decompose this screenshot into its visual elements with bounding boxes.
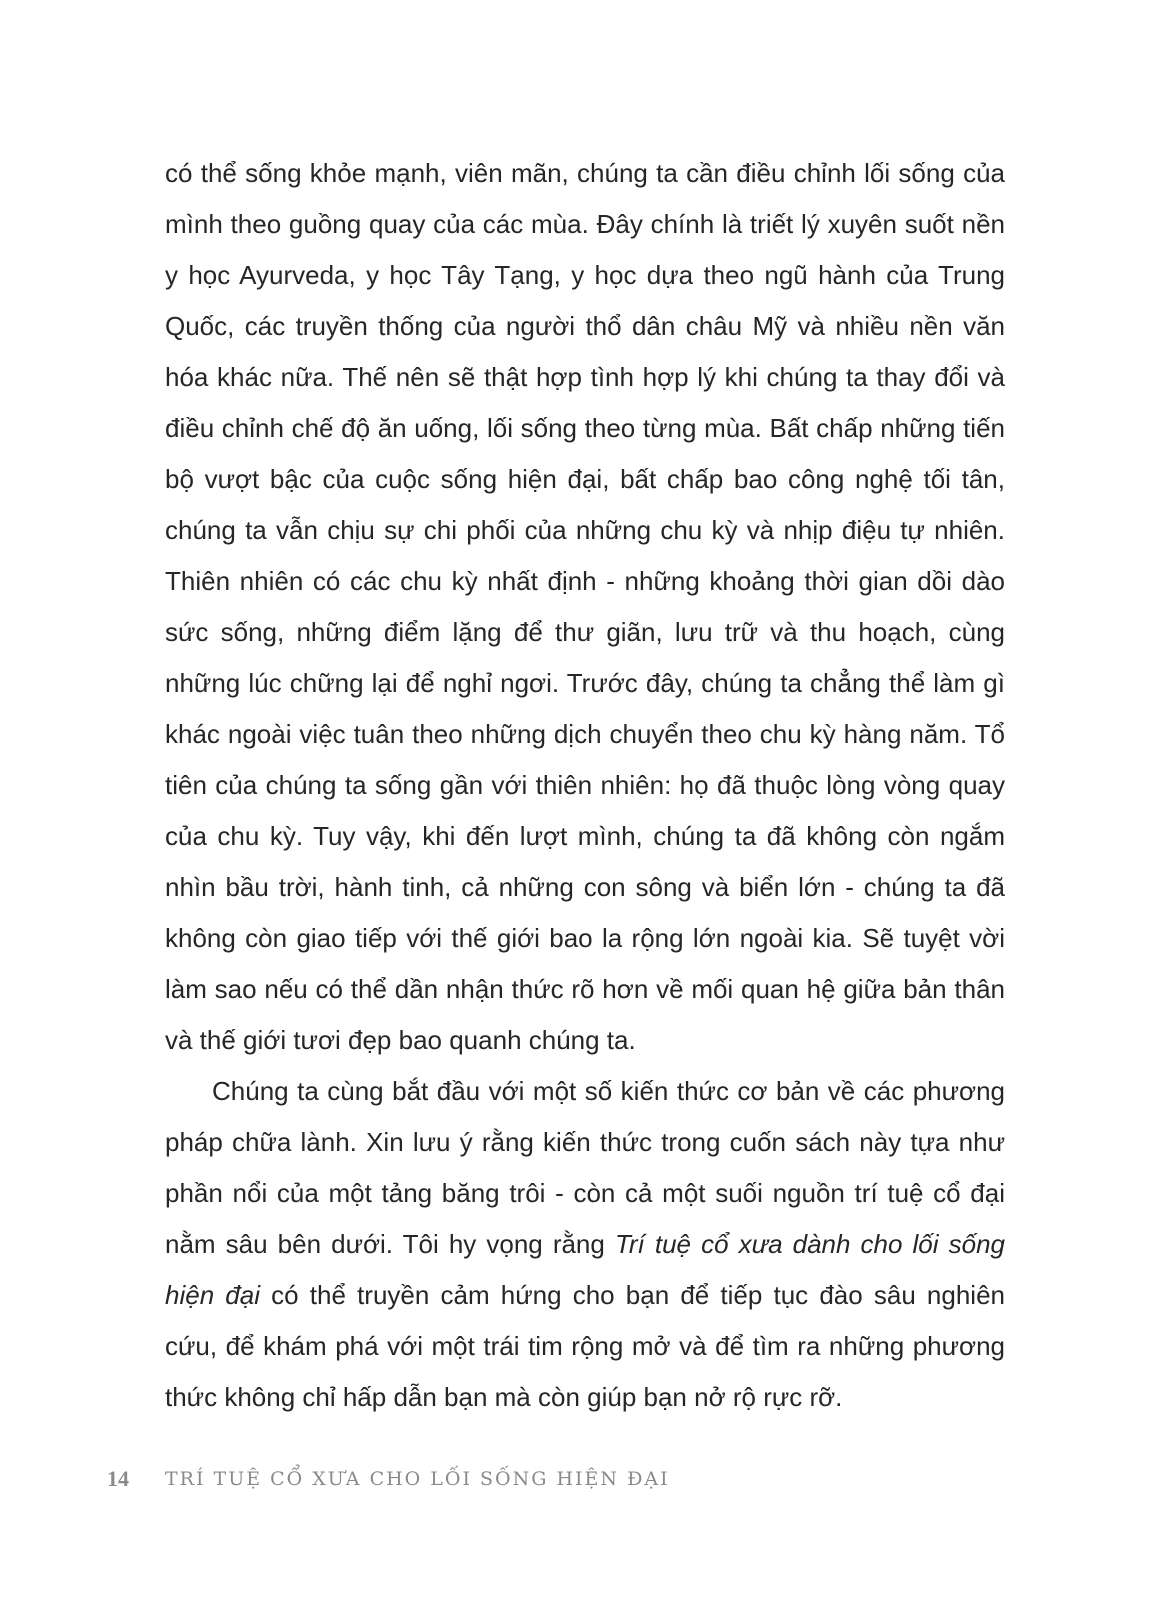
paragraph-text-before-title: Chúng ta cùng bắt đầu với một số kiến thức cơ bản về các phương pháp chữa lành. Xin lưu ý rằng kiến thức trong cuốn sách này tựa như phần nổi của một tảng băng trôi - còn cả một suối nguồn trí tuệ cổ đại nằm sâu bên dưới. Tôi hy vọng rằng bbox=[165, 1076, 1005, 1259]
running-title: TRÍ TUỆ CỔ XƯA CHO LỐI SỐNG HIỆN ĐẠI bbox=[165, 1468, 670, 1490]
paragraph-intro-healing bbox=[165, 1066, 1005, 1423]
page-footer bbox=[107, 1459, 670, 1499]
page-number: 14 bbox=[107, 1466, 129, 1491]
paragraph-text-after-title: có thể truyền cảm hứng cho bạn để tiếp tục đào sâu nghiên cứu, để khám phá với một trái tim rộng mở và để tìm ra những phương thức không chỉ hấp dẫn bạn mà còn giúp bạn nở rộ rực rỡ. bbox=[165, 1280, 1006, 1412]
book-title-italic: Trí tuệ cổ xưa dành cho lối sống hiện đại bbox=[165, 1229, 1006, 1310]
paragraph-continuation: có thể sống khỏe mạnh, viên mãn, chúng ta cần điều chỉnh lối sống của mình theo guồng quay của các mùa. Đây chính là triết lý xuyên suốt nền y học Ayurveda, y học Tây Tạng, y học dựa theo ngũ hành của Trung Quốc, các truyền thống của người thổ dân châu Mỹ và nhiều nền văn hóa khác nữa. Thế nên sẽ thật hợp tình hợp lý khi chúng ta thay đổi và điều chỉnh chế độ ăn uống, lối sống theo từng mùa. Bất chấp những tiến bộ vượt bậc của cuộc sống hiện đại, bất chấp bao công nghệ tối tân, chúng ta vẫn chịu sự chi phối của những chu kỳ và nhịp điệu tự nhiên. Thiên nhiên có các chu kỳ nhất định - những khoảng thời gian dồi dào sức sống, những điểm lặng để thư giãn, lưu trữ và thu hoạch, cùng những lúc chững lại để nghỉ ngơi. Trước đây, chúng ta chẳng thể làm gì khác ngoài việc tuân theo những dịch chuyển theo chu kỳ hàng năm. Tổ tiên của chúng ta sống gần với thiên nhiên: họ đã thuộc lòng vòng quay của chu kỳ. Tuy vậy, khi đến lượt mình, chúng ta đã không còn ngắm nhìn bầu trời, hành tinh, cả những con sông và biển lớn - chúng ta đã không còn giao tiếp với thế giới bao la rộng lớn ngoài kia. Sẽ tuyệt vời làm sao nếu có thể dần nhận thức rõ hơn về mối quan hệ giữa bản thân và thế giới tươi đẹp bao quanh chúng ta. bbox=[165, 158, 1005, 1055]
body-text bbox=[165, 148, 1005, 1423]
